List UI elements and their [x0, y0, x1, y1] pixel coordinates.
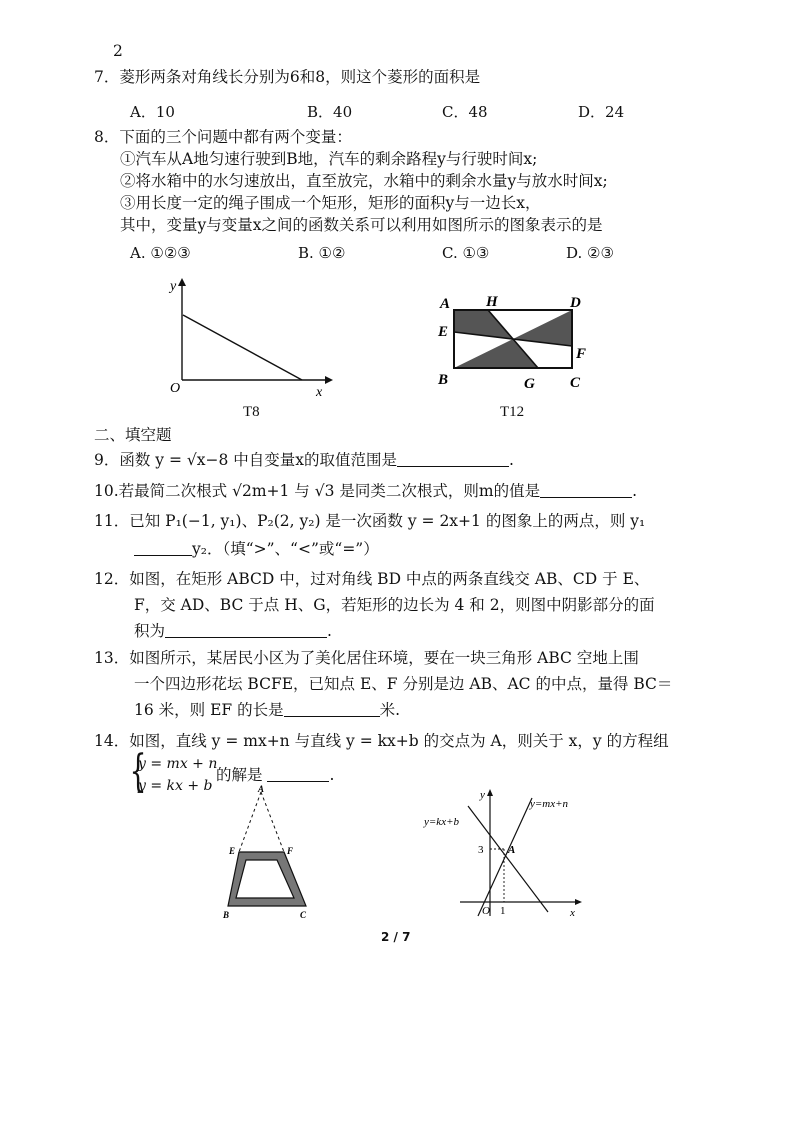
q11-number: 11．	[94, 512, 130, 530]
t8-graph-line	[183, 315, 302, 380]
t12-label-f: F	[576, 346, 587, 362]
q8-item-1: ①汽车从A地匀速行驶到B地，汽车的剩余路程y与行驶时间x;	[120, 150, 538, 168]
q7-option-c: C．48	[442, 103, 488, 121]
q10-post: .	[632, 482, 638, 500]
q10-number: 10.	[94, 482, 119, 500]
q8-option-c: C. ①③	[442, 244, 490, 262]
q13-line1: 如图所示，某居民小区为了美化居住环境，要在一块三角形 ABC 空地上围	[129, 649, 639, 667]
t8-y-label: y	[170, 279, 177, 294]
question-10	[94, 480, 637, 502]
q13-line3-row	[134, 699, 400, 721]
q12-line2: F，交 AD、BC 于点 H、G，若矩形的边长为 4 和 2，则图中阴影部分的面	[134, 596, 655, 614]
t8-y-arrow	[178, 278, 186, 286]
q14-eq2: y = kx + b	[138, 778, 213, 794]
q14-brace: {	[129, 746, 147, 797]
q10-answer-blank[interactable]	[540, 481, 632, 498]
q14-point-a: A	[508, 844, 516, 856]
q13-post: 米.	[379, 701, 401, 719]
q8-option-a: A. ①②③	[130, 244, 191, 262]
q8-option-d: D. ②③	[566, 244, 614, 262]
t8-caption: T8	[243, 404, 260, 420]
q12-line1: 如图，在矩形 ABCD 中，过对角线 BD 中点的两条直线交 AB、CD 于 E、	[129, 570, 650, 588]
q12-number: 12．	[94, 570, 130, 588]
q10-text: 若最简二次根式 √2m+1 与 √3 是同类二次根式，则m的值是	[118, 482, 541, 500]
q13-answer-blank[interactable]	[284, 700, 380, 717]
q14-number: 14．	[94, 732, 130, 750]
figure-q14	[420, 784, 590, 920]
q12-post: .	[327, 622, 332, 640]
q13-label-f: F	[287, 846, 294, 856]
q14-tail-row	[216, 764, 334, 786]
q12-line3: 积为	[134, 622, 166, 640]
q14-line-kx-b	[478, 798, 532, 916]
figure-t12	[430, 288, 600, 398]
q14-tick-y: 3	[478, 844, 484, 856]
figure-t8	[150, 270, 350, 400]
q7-number: 7．	[94, 68, 120, 86]
question-11	[94, 510, 645, 532]
figure-q13	[218, 784, 318, 920]
q14-origin-label: O	[482, 905, 490, 917]
t8-x-label: x	[316, 385, 323, 400]
q14-y-label: y	[480, 789, 485, 801]
q13-label-c: C	[300, 910, 307, 920]
q13-label-e: E	[229, 846, 236, 856]
q14-x-label: x	[570, 907, 575, 919]
q12-line3-row	[134, 620, 332, 642]
q7-text: 菱形两条对角线长分别为6和8，则这个菱形的面积是	[119, 68, 481, 86]
question-8	[94, 126, 352, 148]
q14-line-mx-n	[468, 806, 548, 912]
q14-line2-label: y=kx+b	[424, 816, 459, 828]
q14-eq1: y = mx + n	[138, 756, 218, 772]
t12-label-d: D	[570, 295, 581, 311]
q13-dashed-ae	[239, 792, 261, 852]
q11-line2: y₂．（填“>”、“<”或“=”）	[192, 540, 379, 558]
q13-label-b: B	[223, 910, 230, 920]
q14-tail: 的解是	[216, 766, 263, 784]
t8-x-arrow	[325, 376, 333, 384]
q13-line2: 一个四边形花坛 BCFE，已知点 E、F 分别是边 AB、AC 的中点，量得 BC＝	[134, 675, 673, 693]
footer-page-number: 2 / 7	[381, 930, 411, 944]
t12-caption: T12	[500, 404, 525, 420]
q14-tick-x: 1	[500, 905, 506, 917]
q7-option-b: B．40	[307, 103, 353, 121]
question-13	[94, 647, 639, 669]
q14-answer-blank[interactable]	[267, 765, 329, 782]
q9-post: .	[509, 451, 514, 469]
question-7	[94, 66, 480, 88]
q11-line2-row	[134, 538, 379, 560]
q9-text: 函数 y = √x−8 中自变量x的取值范围是	[119, 451, 398, 469]
q8-number: 8．	[94, 128, 120, 146]
q13-number: 13．	[94, 649, 130, 667]
q8-item-2: ②将水箱中的水匀速放出，直至放完，水箱中的剩余水量y与放水时间x;	[120, 172, 608, 190]
q14-y-arrow	[487, 789, 493, 796]
q14-x-arrow	[575, 899, 582, 905]
question-14	[94, 730, 669, 752]
t12-label-a: A	[440, 296, 451, 312]
section-2-title: 二、填空题	[94, 426, 172, 444]
q9-number: 9．	[94, 451, 120, 469]
q8-item-3: ③用长度一定的绳子围成一个矩形，矩形的面积y与一边长x，	[120, 194, 541, 212]
q14-line1-label: y=mx+n	[530, 798, 569, 810]
q8-option-b: B. ①②	[298, 244, 346, 262]
q7-option-a: A．10	[130, 103, 175, 121]
t12-label-h: H	[486, 294, 498, 310]
q9-answer-blank[interactable]	[397, 450, 509, 467]
q11-line1: 已知 P₁(−1, y₁)、P₂(2, y₂) 是一次函数 y = 2x+1 的图象上的两点，则 y₁	[129, 512, 646, 530]
t8-origin-label: O	[170, 381, 181, 396]
q13-label-a: A	[258, 784, 265, 794]
t12-label-e: E	[438, 324, 449, 340]
q8-text: 下面的三个问题中都有两个变量：	[119, 128, 352, 146]
q11-answer-blank[interactable]	[134, 539, 192, 556]
t12-label-c: C	[570, 375, 581, 391]
t12-label-g: G	[524, 376, 535, 392]
q12-answer-blank[interactable]	[165, 621, 327, 638]
q14-line1: 如图，直线 y = mx+n 与直线 y = kx+b 的交点为 A，则关于 x，y 的方程组	[129, 732, 669, 750]
question-9	[94, 449, 514, 471]
top-page-number: 2	[113, 42, 123, 60]
q8-question: 其中，变量y与变量x之间的函数关系可以利用如图所示的图象表示的是	[120, 216, 603, 234]
question-12	[94, 568, 649, 590]
q7-option-d: D．24	[578, 103, 625, 121]
t12-label-b: B	[438, 372, 449, 388]
q13-dashed-af	[261, 792, 284, 852]
q13-line3: 16 米，则 EF 的长是	[134, 701, 284, 719]
q14-post: .	[329, 766, 335, 784]
